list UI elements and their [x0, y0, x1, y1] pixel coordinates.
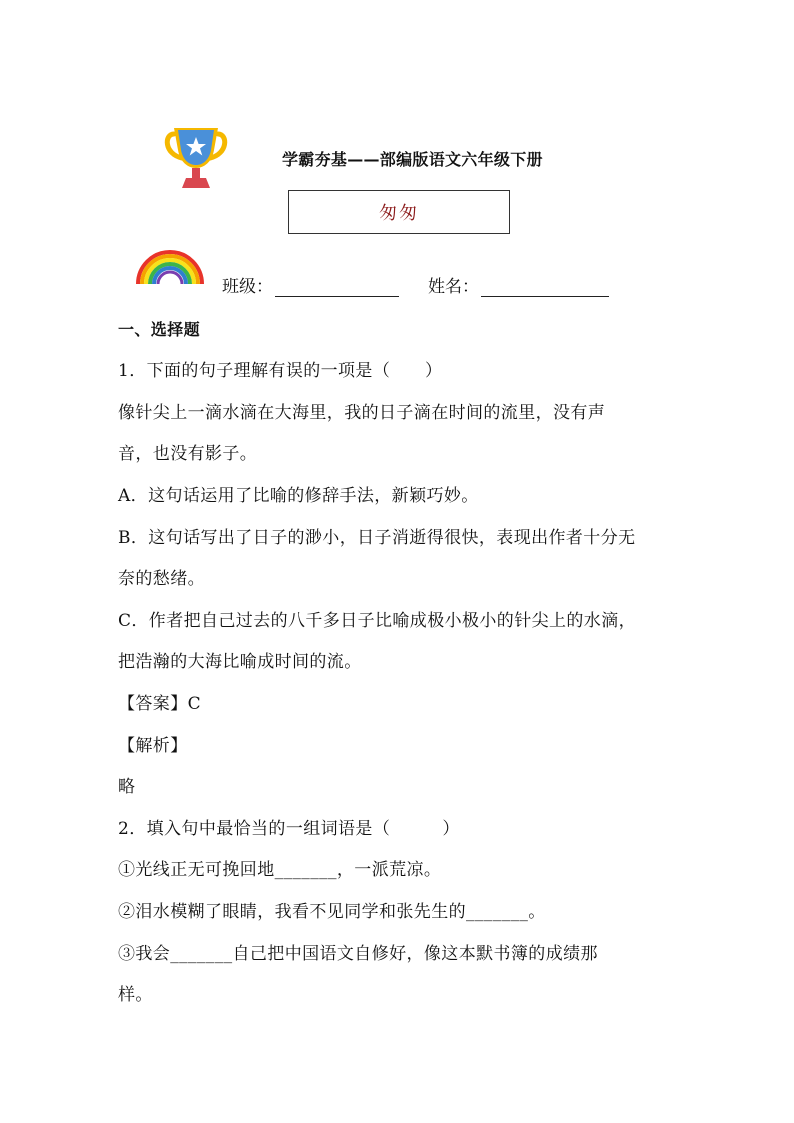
- question-1-analysis: 略: [118, 777, 136, 797]
- trophy-icon: [164, 124, 228, 190]
- question-1-option-c-line-2: 把浩瀚的大海比喻成时间的流。: [118, 652, 362, 672]
- question-2-item-3-line-2: 样。: [118, 985, 153, 1005]
- document-title: 学霸夯基——部编版语文六年级下册: [282, 150, 543, 169]
- lesson-title: 匆匆: [379, 203, 419, 224]
- question-1-quote-line-1: 像针尖上一滴水滴在大海里，我的日子滴在时间的流里，没有声: [118, 403, 606, 423]
- question-1-option-c-line-1: C．作者把自己过去的八千多日子比喻成极小极小的针尖上的水滴，: [118, 611, 637, 631]
- question-2-item-1: ①光线正无可挽回地_______，一派荒凉。: [118, 860, 442, 880]
- rainbow-icon: [134, 246, 206, 286]
- question-1-analysis-label: 【解析】: [118, 736, 188, 756]
- section-heading: 一、选择题: [118, 320, 201, 339]
- lesson-title-box: [288, 190, 510, 234]
- question-1-option-a: A．这句话运用了比喻的修辞手法，新颖巧妙。: [118, 486, 479, 506]
- name-label: 姓名：: [428, 277, 479, 297]
- name-input-line[interactable]: [481, 278, 609, 297]
- question-2-item-2: ②泪水模糊了眼睛，我看不见同学和张先生的_______。: [118, 902, 546, 922]
- question-1-option-b-line-1: B．这句话写出了日子的渺小，日子消逝得很快，表现出作者十分无: [118, 528, 636, 548]
- question-2-item-3-line-1: ③我会_______自己把中国语文自修好，像这本默书簿的成绩那: [118, 944, 598, 964]
- question-1-quote-line-2: 音，也没有影子。: [118, 444, 258, 464]
- question-1-option-b-line-2: 奈的愁绪。: [118, 569, 205, 589]
- question-1-answer: 【答案】C: [118, 694, 202, 714]
- question-2-stem: 2．填入句中最恰当的一组词语是（ ）: [118, 819, 460, 839]
- class-input-line[interactable]: [275, 278, 399, 297]
- name-field[interactable]: [428, 272, 609, 297]
- class-field[interactable]: [222, 272, 399, 297]
- class-label: 班级：: [222, 277, 273, 297]
- question-1-stem: 1．下面的句子理解有误的一项是（ ）: [118, 361, 443, 381]
